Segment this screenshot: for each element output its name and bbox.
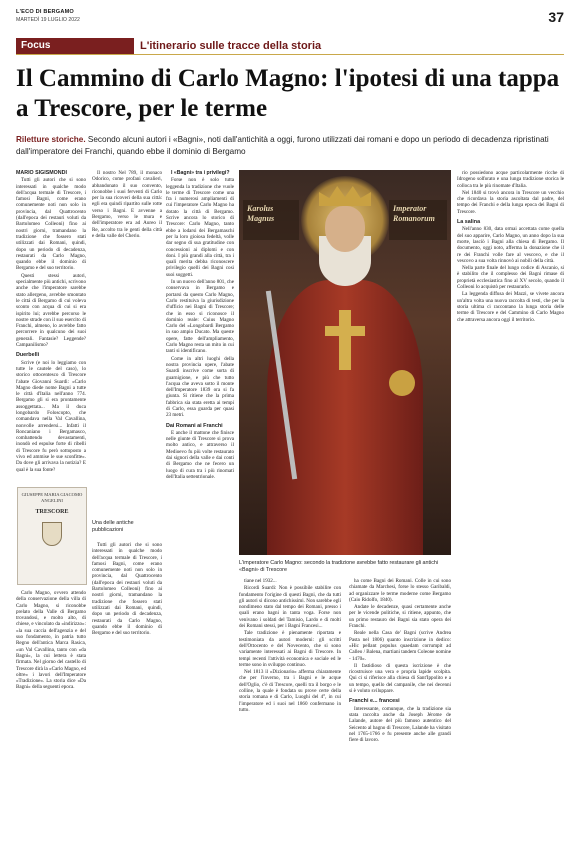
- book-title: TRESCORE: [35, 509, 69, 515]
- article-column-2: [92, 170, 162, 510]
- cross-icon: [339, 310, 351, 370]
- article-column-5: [349, 578, 451, 842]
- paragraph: Interessante, comunque, che la tradizione sia stata raccolta anche da Joseph Jérome de Lalande, autore del più famoso autentico del Seicento al bagno di Trescore, Lalande ha visitato nel 1765-1766 e fu presente anche alle grandi fiere di lavoro.: [349, 705, 451, 744]
- portrait-inscription-left: Karolus Magnus: [247, 204, 275, 223]
- paragraph: Scrive (e noi lo leggiamo con tutte le cautele del caso), lo storico ottocentesco di Trescore l'abate Giovanni Suardi: «Carlo Magno diede nome Bagni a tutte le città d'Italia nell'anno 774. Bergamo gli si era prontamente assoggettata... Ma il duca longobardo Foloscopto, che comandava nella Val Cavallina, nonvolle arrendersi... Infatti il Roncaniano i Bergamasco, combattendo devastamenti, inondò ed espulse forte di ribelli di Trescore fu però sottoposto a vivo ed ammise le sue sconfitte». Da dove gli arrivava la notizia? E qual è la sua fonte?: [16, 359, 86, 473]
- paragraph: Tale tradizione è pienamente riportata e testimoniata da autori moderni: gli scritti dell'Ottocento e del Novecento, che si sono variamente interessati ai Bagni di Trescore. In tempi recenti l'attività economica e sociale ed le terme sono in sviluppo continuo.: [239, 630, 341, 668]
- paragraph: Questi stessi autori, specialmente più antichi, scrivono anche che l'imperatore sarebbe stato allergeno, avrebbe smontato le cittá di Bergamo di cui voleva sconto con acqua di cui si era ispirito lui; avrebbe percorso le nostre strade con il suo esercito di Franchi, almeno, lo avrebbe fatto percorrere in qualcuno dei suoi generali. Fantasie? Leggende? Campanilismo?: [16, 272, 86, 349]
- paragraph: Tutti gli autori che si sono interessati in qualche modo dell'acqua termale di Trescore, i famosi Bagni, come erano comunemente noti non solo in provincia, dal Quattrocento (dall'epoca dei restauri voluti da Bartolomeo Colleoni) fino ai nostri giorni, tramandano la tradizione che fossero stati utilizzati dai Romani, quindi, dopo un periodo di decadenza, restaurati da Carlo Magno, quando ebbe il dominio di Bergamo e del suo territorio.: [92, 542, 162, 637]
- subheadline: [16, 134, 564, 158]
- section-topic: L'itinerario sulle tracce della storia: [140, 40, 322, 52]
- paragraph: Tutti gli autori che si sono interessati in qualche modo dell'acqua termale di Trescore, i famosi Bagni, come erano comunemente noti non solo in provincia, dal Quattrocento (dall'epoca dei restauri voluti da Bartolomeo Colleoni) fino ai nostri giorni, tramandano la tradizione che fossero stati utilizzati dai Romani, quindi, dopo un periodo di decadenza, restaurati da Carlo Magno, quando ebbe il dominio di Bergamo e del suo territorio.: [16, 177, 86, 272]
- face-shape: [325, 206, 365, 252]
- issue-date: MARTEDÌ 19 LUGLIO 2022: [16, 17, 80, 23]
- paragraph: Nell'anno 830, data ormai accettata come quella del suo apparire, Carlo Magno, un anno dopo la sua morte, lasciò i Bagni alla chiesa di Bergamo. Il documento, oggi noto, afferma la donazione che il re dei Franchi volle fare al vescovo, e che il vescovo a sua volta rinnovò ai nobili della città.: [457, 226, 564, 264]
- page-number: 37: [548, 9, 564, 25]
- article-column-3: [166, 170, 234, 842]
- paragraph: Ricordi Suardi: Non è possibile stabilire con fondamento l'origine di questi Bagni, che da tutti gli autori si dicono antichissimi. Non sarebbe egli nondimeno stato dal tempo dei Romani, presso i quali erano bagni in tanta voga. Forse non venivano i soldati del Tamisio, Lardo e di molti dei Romani stessi, per i Bagni Francesi...: [239, 585, 341, 630]
- paragraph: In un nuovo dell'anno 801, che conservava in Bergamo e portarsi da questo Carlo Magno, Carlo restituiva la giurisdizione d'ufficio nei Bagni di Trescore; che in esso si riconosce il dominio reale: Cuius Magno Carlo del «Longobardi Bergamo in suo ampio Ducato. Ma queste opere, fatte dell'ampliamento, Carlo Magno resta un mito in cui tanti si identificano.: [166, 279, 234, 355]
- paragraph: Nella parte finale del lungo codice di Ascanio, si è stabilito che il complesso dei Bagni rimase di proprietà ecclesiastica fino al XV secolo, quando il Colleoni lo acquistò per restaurarlo.: [457, 265, 564, 291]
- article-column-4: [239, 578, 341, 842]
- paragraph: Il fastidioso di questa iscrizione è che ricostruisce una vera e propria lapide scolpita. Qui ci si riferisce alla chiesa di Sant'Ippolito e a un tempo, quello del campanile, che nei decenni si è voluto sviluppare.: [349, 662, 451, 695]
- paragraph: La leggenda diffusa dei Mazzi, se vivete ancora un'altra volta una nuova raccolta di testi, che per la storia ultima ci raccontano la lunga storia delle terme di Trescore e del Cammino di Carlo Magno che attraversa ancora oggi il territorio.: [457, 291, 564, 323]
- newspaper-name: L'ECO DI BERGAMO: [16, 9, 74, 15]
- paragraph: Il nostro Nel 789, il monaco Odorico, come profani cavalieri, abbandonato il suo convento, riconobbe i suoi ferventi di Carlo per la sua ricoveri della sua città: egli era quindi ripartito sulle rotte verso i Bagni. E avvenne a Bergamo, verso le mura e dell'imperatore era ad Aureo il Re, accolto tra le genti della città e della valle del Cherio.: [92, 170, 162, 239]
- paragraph: E anche il mattone che finisce nelle giunte di Trescore si prova molto antico, e attraverso il Medioevo fu più volte restaurato dai signori della valle e dai conti di Bergamo che ne fecero un luogo di cura tra i più rinomati dell'Italia settentrionale.: [166, 429, 234, 480]
- paragraph: Andate le decadenze, quasi certamente anche per le vicende politiche, si ritiene, appunto, che un primo restauro dei Bagni sia stato opera dei Franchi.: [349, 604, 451, 630]
- article-column-6: [457, 170, 564, 842]
- paragraph: Reale nella Casa de' Bagni (scrive Andrea Pasta nel 1806) quanto inscrizione in dedico: «Hic pellant populus quaedam corrumpit ad Calleo / Balena, martiani tandem Coleone nomine - 1470».: [349, 630, 451, 662]
- article-column-1: [16, 170, 86, 482]
- crosshead: Franchi e... francesi: [349, 698, 400, 705]
- crest-icon: [42, 522, 62, 546]
- section-label: Focus: [16, 38, 134, 54]
- section-bar: [16, 38, 564, 55]
- paragraph: ha come Bagni dei Romani. Colle in cui sono chiamate da Marchesi, forse lo stesso Garibaldi, ad organizzare le terme moderne come Bergamo (Caio Ridolfo, 1840).: [349, 578, 451, 603]
- crosshead: La salina: [457, 219, 481, 226]
- charlemagne-portrait: [239, 170, 451, 555]
- book-author: GIUSEPPE MARIA GIACOMO ANGELINI: [21, 492, 83, 503]
- portrait-caption: L'imperatore Carlo Magno: secondo la tradizione avrebbe fatto restaurare gli antichi «Bagni» di Trescore: [239, 560, 439, 573]
- crosshead: Dai Romani ai Franchi: [166, 422, 223, 429]
- orb-icon: [389, 370, 415, 396]
- subheadline-lead: Riletture storiche.: [16, 135, 86, 144]
- cross-bar-icon: [325, 326, 365, 336]
- pull-quote: I «Bagni» tra i privilegi?: [171, 170, 230, 176]
- paragraph: Nel 1840 si trovò ancora in Trescore un vecchio che ricordava la storia ascoltata dal padre, del tempo dei Franchi e della lunga epoca dei Bagni di Trescore.: [457, 189, 564, 215]
- headline: Il Cammino di Carlo Magno: l'ipotesi di una tappa a Trescore, per le terme: [16, 65, 560, 122]
- paragraph: tiane nel 1932...: [244, 578, 277, 584]
- paragraph: Carlo Magno, ovvero attendo della conservazione della villa di Carlo Magno, si riconobbe prelato della Valle di Bergamo trovandosi, e molto alto, di chiese, e vincolato da «indirizzo»: «la sua caccia dell'agenzia e del suo fondamento, in patria tutto Regno dell'antica Marca Rasica, «un Val Cavallina, tanto con «da Bagni», la cui lettera è stata firmata. Nel giorno del castello di Trescore dirà la «Carlo Magno, ed oltre» i lavori dell'Imperatore «Tradizione». La storia dice «Da Bagni» della seguenti epoca.: [16, 590, 86, 691]
- book-cover-image: [17, 487, 87, 585]
- masthead: [16, 9, 564, 29]
- byline: MARIO SIGISMONDI: [16, 170, 67, 176]
- crosshead: Duerbelli: [16, 352, 40, 359]
- paragraph: Nel 1813 il «Dizionario» afferma chiaramente che per l'inverno, tra i Bagni e le acque dell'Oglio, c'è di Trescore, quelli tra il borgo e le colline, la quale è fondata su prove certe della storia romana e di Carlo, Luoghi del 4°, in cui l'imperatore ed i suoi nel 1860 confermano in tutto.: [239, 669, 341, 713]
- paragraph: Forse non è solo tutta leggenda la tradizione che vuole le terme di Trescore come una fra i numerosi ampliamenti di cui l'imperatore Carlo Magno ha dotato la città di Bergamo. Scrive ancora lo storico di Trescore: Carlo Magno, tanto ebbe a lodarsi dei Bergamaschi per la loro gioiosa fedeltà, volle dar segno di sua gratitudine con concessioni ai diplomi e con doni. I più grandi alla città, tra i quali merita debba riconoscere privilegio quelli dei Bagni così suoi soggetti.: [166, 177, 234, 278]
- article-column-2-lower: [92, 542, 162, 842]
- book-caption: Una delle antiche pubblicazioni: [92, 520, 134, 533]
- paragraph: Come in altri luoghi della nostra provincia opere, l'abate Suardi inscrive come sorta di guarnigione, e più che tutto l'acqua che aveva sotto il monte dell'Imperatore 1839 ora si fa giunta. Si ritiene che la prima fabbrica sia stata eretta ai tempi di Carlo, essa guarda per quasi 23 metri.: [166, 355, 234, 419]
- subheadline-text: Secondo alcuni autori i «Bagni», noti dall'antichità a oggi, furono utilizzati dai romani e dopo un periodo di decadenza ripristinati dall'imperatore dei Franchi, quando ebbe il dominio di Bergamo: [16, 135, 549, 156]
- portrait-inscription-right: Imperator Romanorum: [393, 204, 435, 223]
- article-column-1-lower: [16, 590, 86, 840]
- paragraph: rio possiedono acque particolarmente ricche di Idrogeno solforato e una lunga tradizione storica le colloca tra le più rinomate d'Italia.: [457, 170, 564, 189]
